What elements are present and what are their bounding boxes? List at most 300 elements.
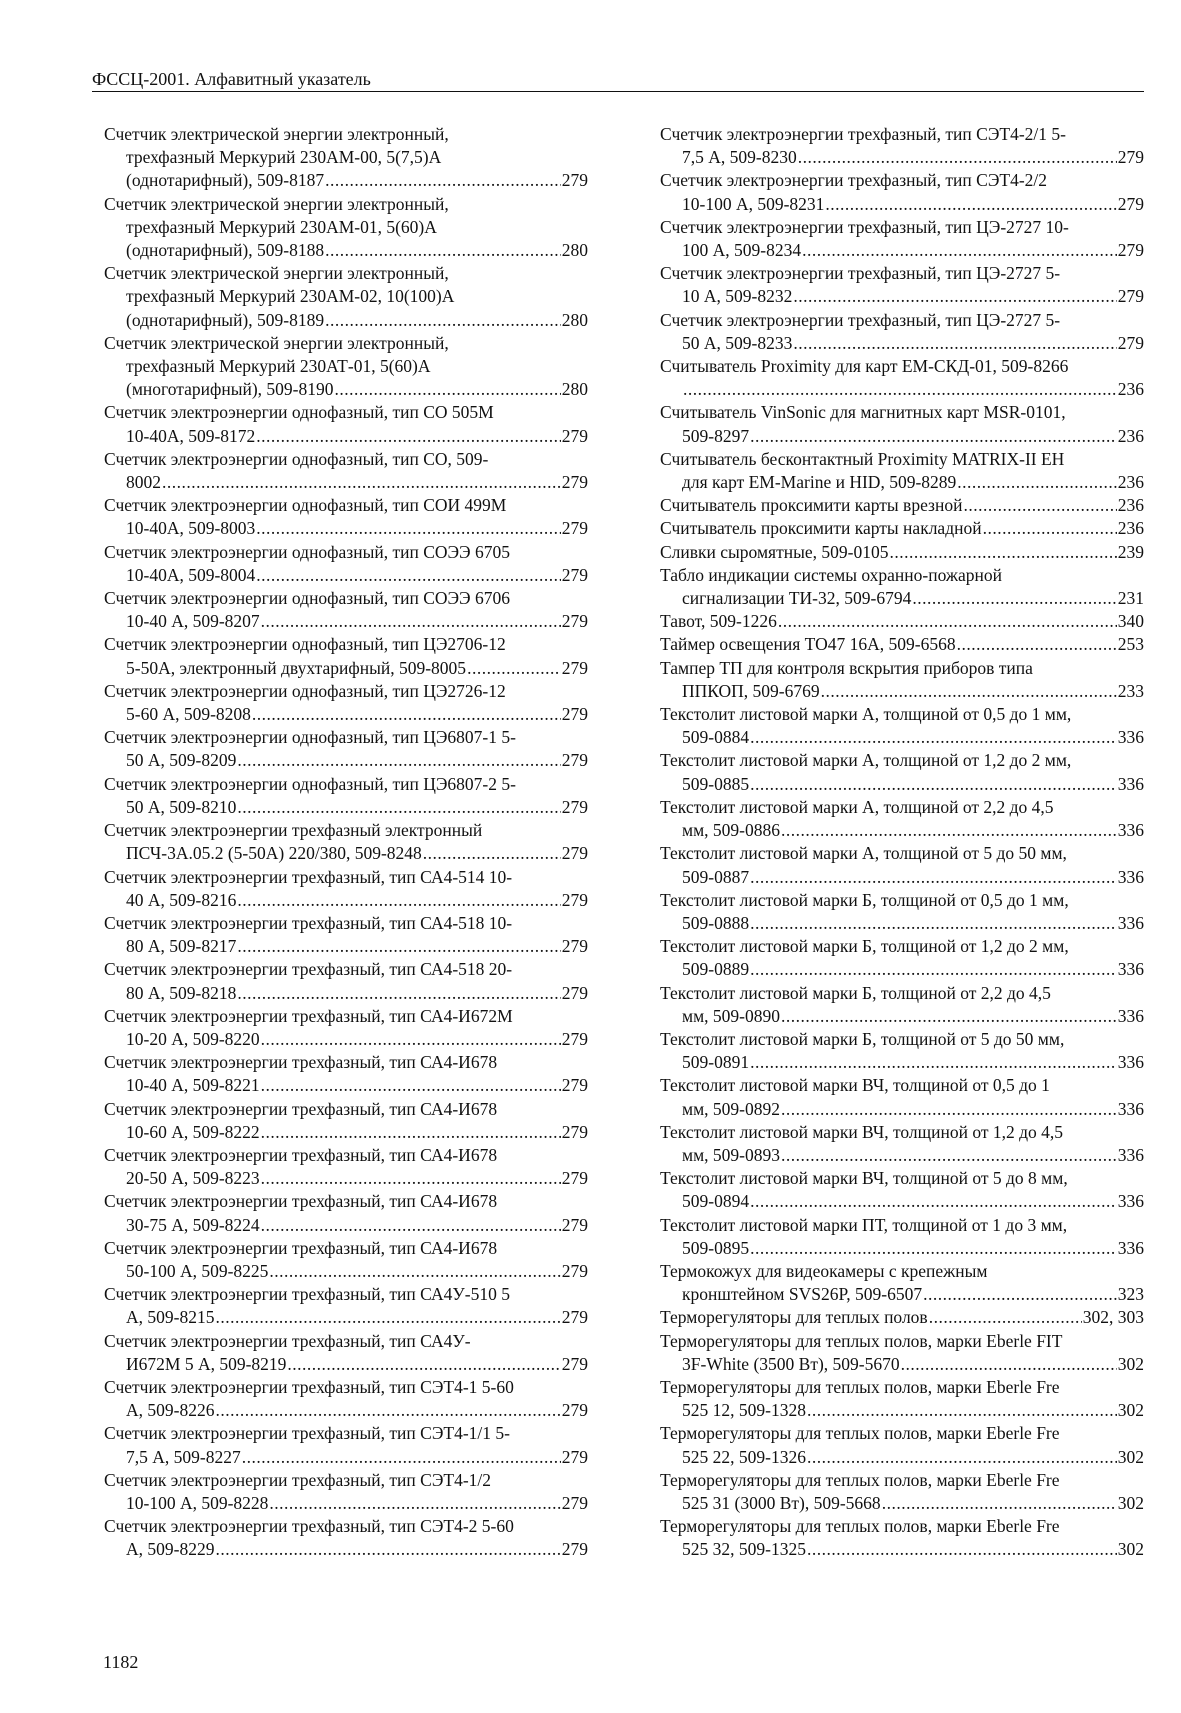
index-entry-text: 40 А, 509-8216: [126, 889, 237, 910]
dot-leader: [261, 1074, 561, 1097]
index-entry-text: 509-0885: [682, 773, 750, 794]
index-entry-line: Считыватель VinSonic для магнитных карт MSR-0101,: [660, 402, 1066, 423]
dot-leader: [237, 796, 560, 819]
index-entry: [660, 1376, 1144, 1422]
index-entry: [660, 610, 1144, 633]
page-reference: 279: [561, 1214, 588, 1235]
index-entry-line: Счетчик электроэнергии трехфазный электронный: [104, 820, 483, 841]
index-entry-line: Терморегуляторы для теплых полов, марки Eberle FIT: [660, 1330, 1063, 1351]
index-entry-line: Текстолит листовой марки Б, толщиной от 1,2 до 2 мм,: [660, 936, 1069, 957]
page-reference: 279: [1117, 332, 1144, 353]
page-reference: 280: [561, 309, 588, 330]
index-entry: [660, 1260, 1144, 1306]
index-entry-line: Счетчик электрической энергии электронный,: [104, 124, 449, 144]
index-entry-text: 10-40А, 509-8004: [126, 564, 256, 585]
index-entry-line: Текстолит листовой марки ВЧ, толщиной от 5 до 8 мм,: [660, 1168, 1068, 1189]
index-entry-leader-line: [126, 425, 588, 448]
page-reference: 302: [1117, 1400, 1144, 1421]
index-entry-text: 100 А, 509-8234: [682, 240, 802, 261]
page-reference: 280: [561, 240, 588, 261]
page-reference: 336: [1117, 1052, 1144, 1073]
dot-leader: [467, 657, 561, 680]
index-entry-line: Счетчик электроэнергии трехфазный, тип СА4-518 10-: [104, 912, 513, 933]
index-entry-leader-line: [682, 1098, 1144, 1121]
index-entry-text: А, 509-8229: [126, 1539, 215, 1560]
index-entry: [660, 355, 1144, 401]
dot-leader: [162, 471, 561, 494]
index-entry-text: сигнализации ТИ-32, 509-6794: [682, 588, 912, 609]
index-entry: [660, 1469, 1144, 1515]
dot-leader: [798, 146, 1117, 169]
index-entry-text: 10-40А, 509-8003: [126, 518, 256, 539]
dot-leader: [256, 517, 560, 540]
index-entry-text: 509-0884: [682, 727, 750, 748]
index-entry-line: Счетчик электроэнергии трехфазный, тип СЭТ4-2/1 5-: [660, 124, 1066, 144]
index-entry-line: Счетчик электроэнергии однофазный, тип СОИ 499М: [104, 495, 507, 516]
dot-leader: [750, 773, 1117, 796]
index-entry-text: (многотарифный), 509-8190: [126, 379, 334, 400]
index-entry-text: Сливки сыромятные, 509-0105: [660, 541, 889, 562]
dot-leader: [237, 982, 560, 1005]
index-entry-leader-line: [126, 703, 588, 726]
dot-leader: [423, 842, 561, 865]
index-entry-line: Текстолит листовой марки Б, толщиной от 5 до 50 мм,: [660, 1028, 1065, 1049]
index-entry-text: 525 32, 509-1325: [682, 1539, 806, 1560]
index-entry: [660, 262, 1144, 308]
index-entry: [104, 773, 588, 819]
page-reference: 279: [561, 1168, 588, 1189]
index-entry-line: Счетчик электроэнергии однофазный, тип СОЭЭ 6705: [104, 541, 510, 562]
index-entry-leader-line: [682, 1237, 1144, 1260]
index-entry-line: Считыватель Proximity для карт ЕМ-СКД-01, 509-8266: [660, 356, 1069, 377]
index-entry: [104, 448, 588, 494]
index-entry: [104, 1515, 588, 1561]
index-entry-text: 5-60 А, 509-8208: [126, 704, 251, 725]
index-entry-line: Терморегуляторы для теплых полов, марки Eberle Fre: [660, 1376, 1060, 1397]
index-entry: [660, 1214, 1144, 1260]
index-entry-leader-line: [126, 564, 588, 587]
dot-leader: [781, 1005, 1117, 1028]
index-entry-leader-line: [126, 889, 588, 912]
index-entry-text: ПСЧ-3А.05.2 (5-50А) 220/380, 509-8248: [126, 843, 422, 864]
dot-leader: [269, 1260, 560, 1283]
index-entry-line: Считыватель бесконтактный Proximity MATRIX-II ЕН: [660, 448, 1065, 469]
index-entry-line: Счетчик электроэнергии трехфазный, тип ЦЭ-2727 10-: [660, 216, 1069, 237]
page-reference: 279: [561, 796, 588, 817]
index-entry-text: 10-40 А, 509-8221: [126, 1075, 260, 1096]
index-entry-text: мм, 509-0886: [682, 820, 780, 841]
index-entry-text: 10 А, 509-8232: [682, 286, 793, 307]
page-reference: 302, 303: [1082, 1307, 1144, 1328]
index-entry-leader-line: [126, 749, 588, 772]
index-entry-text: 10-40 А, 509-8207: [126, 611, 260, 632]
dot-leader: [912, 587, 1116, 610]
index-entry: [104, 1237, 588, 1283]
page-reference: 336: [1117, 866, 1144, 887]
index-entry-text: мм, 509-0890: [682, 1005, 780, 1026]
index-entry-line: Счетчик электроэнергии однофазный, тип СО 505М: [104, 402, 494, 423]
index-entry-line: Счетчик электроэнергии трехфазный, тип СЭТ4-1 5-60: [104, 1376, 514, 1397]
page-reference: 236: [1117, 472, 1144, 493]
index-entry-text: 10-40А, 509-8172: [126, 425, 256, 446]
index-entry-line: Счетчик электрической энергии электронный,: [104, 332, 449, 353]
index-entry-leader-line: [126, 1167, 588, 1190]
dot-leader: [750, 912, 1117, 935]
index-entry: [104, 1469, 588, 1515]
index-entry-leader-line: [660, 517, 1144, 540]
index-entry: [660, 889, 1144, 935]
index-entry: [104, 494, 588, 540]
index-entry-leader-line: [126, 842, 588, 865]
index-entry: [660, 1515, 1144, 1561]
index-entry: [104, 633, 588, 679]
page-reference: 302: [1117, 1353, 1144, 1374]
index-entry-line: Счетчик электроэнергии трехфазный, тип СА4-И678: [104, 1237, 498, 1258]
index-entry-line: Текстолит листовой марки ВЧ, толщиной от 1,2 до 4,5: [660, 1121, 1064, 1142]
index-entry-line: Счетчик электроэнергии трехфазный, тип СЭТ4-2 5-60: [104, 1516, 514, 1537]
page-reference: 302: [1117, 1446, 1144, 1467]
index-entry-text: 10-20 А, 509-8220: [126, 1028, 260, 1049]
dot-leader: [957, 471, 1116, 494]
index-entry-text: для карт EM-Marine и HID, 509-8289: [682, 472, 957, 493]
page-reference: 253: [1117, 634, 1144, 655]
index-entry-leader-line: [126, 378, 588, 401]
page-reference: 279: [561, 1492, 588, 1513]
index-entry-leader-line: [682, 1538, 1144, 1561]
page-reference: 279: [561, 1260, 588, 1281]
dot-leader: [215, 1538, 560, 1561]
dot-leader: [750, 726, 1117, 749]
index-entry-leader-line: [682, 773, 1144, 796]
index-entry-line: Счетчик электроэнергии трехфазный, тип ЦЭ-2727 5-: [660, 263, 1061, 284]
index-entry-line: Текстолит листовой марки А, толщиной от 1,2 до 2 мм,: [660, 750, 1072, 771]
index-entry-leader-line: [682, 1190, 1144, 1213]
page-reference: 336: [1117, 1237, 1144, 1258]
index-entry-text: 509-0894: [682, 1191, 750, 1212]
dot-leader: [750, 1051, 1117, 1074]
dot-leader: [261, 1214, 561, 1237]
index-entry-line: Терморегуляторы для теплых полов, марки Eberle Fre: [660, 1423, 1060, 1444]
dot-leader: [252, 703, 561, 726]
index-entry: [104, 1144, 588, 1190]
index-entry-line: Табло индикации системы охранно-пожарной: [660, 564, 1003, 585]
index-entry: [104, 1098, 588, 1144]
page-reference: 340: [1117, 611, 1144, 632]
index-entry-line: Текстолит листовой марки ПТ, толщиной от 1 до 3 мм,: [660, 1214, 1068, 1235]
index-entry-text: 50-100 А, 509-8225: [126, 1260, 269, 1281]
index-entry-leader-line: [126, 1446, 588, 1469]
page-reference: 279: [561, 1028, 588, 1049]
index-entry-text: А, 509-8215: [126, 1307, 215, 1328]
index-entry-leader-line: [682, 239, 1144, 262]
page-reference: 302: [1117, 1539, 1144, 1560]
index-entry: [104, 262, 588, 332]
index-entry-text: 525 22, 509-1326: [682, 1446, 806, 1467]
index-entry-line: Счетчик электроэнергии трехфазный, тип СЭТ4-1/1 5-: [104, 1423, 510, 1444]
page-reference: 336: [1117, 912, 1144, 933]
dot-leader: [750, 1237, 1117, 1260]
index-entry-leader-line: [682, 958, 1144, 981]
index-entry-leader-line: [126, 610, 588, 633]
dot-leader: [325, 309, 561, 332]
dot-leader: [778, 610, 1117, 633]
index-entry: [660, 169, 1144, 215]
index-entry-text: 10-60 А, 509-8222: [126, 1121, 260, 1142]
index-entry-leader-line: [682, 193, 1144, 216]
dot-leader: [750, 425, 1117, 448]
dot-leader: [781, 1098, 1117, 1121]
page-reference: 279: [561, 843, 588, 864]
index-entry: [660, 448, 1144, 494]
index-entry-line: Счетчик электроэнергии однофазный, тип ЦЭ2706-12: [104, 634, 506, 655]
page-reference: 279: [561, 704, 588, 725]
page-reference: 279: [561, 1353, 588, 1374]
page-reference: 279: [1117, 147, 1144, 168]
index-entry-leader-line: [682, 1399, 1144, 1422]
index-entry-leader-line: [126, 1353, 588, 1376]
index-entry-line: трехфазный Меркурий 230АМ-02, 10(100)А: [126, 286, 455, 307]
page-reference: 236: [1117, 425, 1144, 446]
dot-leader: [802, 239, 1117, 262]
index-entry: [104, 1190, 588, 1236]
dot-leader: [335, 378, 561, 401]
index-entry-text: кронштейном SVS26P, 509-6507: [682, 1284, 923, 1305]
index-entry: [104, 958, 588, 1004]
dot-leader: [825, 193, 1116, 216]
index-entry-text: 509-0891: [682, 1052, 750, 1073]
index-entry-leader-line: [126, 517, 588, 540]
page-reference: 279: [561, 1121, 588, 1142]
dot-leader: [237, 749, 560, 772]
index-entry-text: (однотарифный), 509-8189: [126, 309, 325, 330]
index-entry: [660, 1422, 1144, 1468]
index-entry: [104, 193, 588, 263]
index-entry-leader-line: [682, 471, 1144, 494]
index-entry-line: Счетчик электроэнергии трехфазный, тип СА4У-510 5: [104, 1284, 510, 1305]
index-entry-line: трехфазный Меркурий 230АМ-01, 5(60)А: [126, 216, 437, 237]
page-reference: 233: [1117, 680, 1144, 701]
running-header: ФССЦ-2001. Алфавитный указатель: [92, 68, 1144, 92]
index-entry-leader-line: [126, 1214, 588, 1237]
dot-leader: [750, 866, 1117, 889]
dot-leader: [889, 541, 1116, 564]
index-entry: [660, 1306, 1144, 1329]
index-entry-leader-line: [682, 866, 1144, 889]
index-entry-leader-line: [660, 633, 1144, 656]
index-entry: [104, 587, 588, 633]
index-entry: [104, 541, 588, 587]
index-entry-leader-line: [682, 912, 1144, 935]
index-entry-leader-line: [126, 1538, 588, 1561]
index-entry-line: Счетчик электроэнергии трехфазный, тип СА4-И672М: [104, 1005, 513, 1026]
index-entry: [104, 1005, 588, 1051]
dot-leader: [242, 1446, 561, 1469]
page-reference: 279: [561, 982, 588, 1003]
dot-leader: [963, 494, 1116, 517]
index-entry: [660, 982, 1144, 1028]
index-entry-line: Текстолит листовой марки А, толщиной от 5 до 50 мм,: [660, 843, 1067, 864]
dot-leader: [215, 1306, 560, 1329]
index-entry: [660, 494, 1144, 517]
index-entry-leader-line: [126, 657, 588, 680]
index-entry-text: 525 12, 509-1328: [682, 1400, 806, 1421]
index-entry: [660, 1167, 1144, 1213]
page-reference: 279: [1117, 286, 1144, 307]
index-entry-text: 30-75 А, 509-8224: [126, 1214, 260, 1235]
index-column-left: [104, 123, 588, 1562]
page-reference: 336: [1117, 1144, 1144, 1165]
index-entry: [104, 819, 588, 865]
index-entry-line: Текстолит листовой марки А, толщиной от 0,5 до 1 мм,: [660, 704, 1072, 725]
dot-leader: [750, 1190, 1117, 1213]
index-entry: [660, 842, 1144, 888]
index-entry-leader-line: [682, 146, 1144, 169]
dot-leader: [781, 1144, 1117, 1167]
index-entry-text: 7,5 А, 509-8230: [682, 147, 797, 168]
index-entry-leader-line: [126, 1260, 588, 1283]
index-entry-leader-line: [126, 169, 588, 192]
page-reference: 279: [561, 518, 588, 539]
index-entry-leader-line: [682, 587, 1144, 610]
index-entry-leader-line: [682, 726, 1144, 749]
index-entry: [660, 935, 1144, 981]
index-entry-line: Терморегуляторы для теплых полов, марки Eberle Fre: [660, 1516, 1060, 1537]
index-entry: [660, 1121, 1144, 1167]
index-entry-line: Счетчик электроэнергии однофазный, тип ЦЭ6807-2 5-: [104, 773, 516, 794]
index-entry-text: мм, 509-0893: [682, 1144, 780, 1165]
index-entry-leader-line: [682, 1446, 1144, 1469]
index-entry-line: Счетчик электроэнергии однофазный, тип СО, 509-: [104, 448, 489, 469]
dot-leader: [807, 1399, 1117, 1422]
index-entry-text: 5-50А, электронный двухтарифный, 509-8005: [126, 657, 467, 678]
index-entry: [660, 564, 1144, 610]
index-entry-leader-line: [682, 819, 1144, 842]
index-entry-line: Счетчик электроэнергии трехфазный, тип СА4-И678: [104, 1144, 498, 1165]
index-entry: [660, 216, 1144, 262]
index-entry: [660, 1330, 1144, 1376]
dot-leader: [807, 1538, 1117, 1561]
index-entry-leader-line: [126, 1028, 588, 1051]
index-entry: [660, 633, 1144, 656]
dot-leader: [882, 1492, 1117, 1515]
index-entry-leader-line: [660, 610, 1144, 633]
index-entry-leader-line: [682, 1492, 1144, 1515]
index-entry-text: 10-100 А, 509-8228: [126, 1492, 269, 1513]
dot-leader: [781, 819, 1117, 842]
index-entry-leader-line: [682, 378, 1144, 401]
index-entry-leader-line: [126, 1121, 588, 1144]
index-entry-line: Счетчик электроэнергии трехфазный, тип СЭТ4-2/2: [660, 170, 1048, 191]
page-number: 1182: [103, 1652, 139, 1672]
index-entry-line: Счетчик электрической энергии электронный,: [104, 193, 449, 214]
index-entry-text: ППКОП, 509-6769: [682, 680, 820, 701]
page-reference: 279: [561, 425, 588, 446]
index-entry-leader-line: [126, 1306, 588, 1329]
index-entry-text: 509-0895: [682, 1237, 750, 1258]
index-entry-line: Счетчик электроэнергии однофазный, тип ЦЭ2726-12: [104, 680, 506, 701]
dot-leader: [750, 958, 1117, 981]
index-entry-text: 3F-White (3500 Вт), 509-5670: [682, 1353, 900, 1374]
index-entry-text: (однотарифный), 509-8187: [126, 170, 325, 191]
page-reference: 336: [1117, 1005, 1144, 1026]
dot-leader: [325, 169, 561, 192]
index-entry: [104, 726, 588, 772]
index-entry: [104, 680, 588, 726]
index-entry-line: Термокожух для видеокамеры с крепежным: [660, 1260, 988, 1281]
dot-leader: [269, 1492, 560, 1515]
page-reference: 279: [561, 657, 588, 678]
dot-leader: [793, 285, 1116, 308]
page-reference: 279: [561, 170, 588, 191]
index-entry-line: Счетчик электроэнергии однофазный, тип ЦЭ6807-1 5-: [104, 727, 516, 748]
index-entry: [660, 1028, 1144, 1074]
page-reference: 279: [1117, 240, 1144, 261]
dot-leader: [256, 425, 560, 448]
dot-leader: [325, 239, 561, 262]
page-reference: 279: [561, 1075, 588, 1096]
dot-leader: [261, 1028, 561, 1051]
index-entry: [660, 796, 1144, 842]
index-entry-text: 509-0888: [682, 912, 750, 933]
page-reference: 280: [561, 379, 588, 400]
dot-leader: [983, 517, 1117, 540]
dot-leader: [215, 1399, 560, 1422]
index-entry-line: Счетчик электроэнергии трехфазный, тип СА4-518 20-: [104, 959, 513, 980]
page-reference: 336: [1117, 820, 1144, 841]
page-reference: 279: [561, 1400, 588, 1421]
index-entry: [660, 309, 1144, 355]
page-reference: 323: [1117, 1284, 1144, 1305]
index-column-right: [660, 123, 1144, 1562]
index-entry-text: 509-8297: [682, 425, 750, 446]
index-entry-line: Текстолит листовой марки А, толщиной от 2,2 до 4,5: [660, 796, 1054, 817]
index-entry-text: мм, 509-0892: [682, 1098, 780, 1119]
index-entry-text: Считыватель проксимити карты врезной: [660, 495, 963, 516]
index-entry-leader-line: [682, 285, 1144, 308]
index-entry-line: Счетчик электроэнергии трехфазный, тип СА4У-: [104, 1330, 471, 1351]
index-entry-text: 8002: [126, 472, 161, 493]
index-entry-leader-line: [682, 1051, 1144, 1074]
index-entry-leader-line: [126, 796, 588, 819]
index-entry-line: трехфазный Меркурий 230АМ-00, 5(7,5)А: [126, 147, 442, 168]
index-entry-text: Считыватель проксимити карты накладной: [660, 518, 982, 539]
page-reference: 279: [561, 1446, 588, 1467]
dot-leader: [261, 1121, 561, 1144]
index-entry-line: Текстолит листовой марки ВЧ, толщиной от 0,5 до 1: [660, 1075, 1050, 1096]
page-reference: 236: [1117, 379, 1144, 400]
index-entry: [660, 749, 1144, 795]
page-reference: 239: [1117, 541, 1144, 562]
page-reference: 336: [1117, 1098, 1144, 1119]
page-reference: 279: [561, 889, 588, 910]
index-entry-leader-line: [682, 332, 1144, 355]
index-entry-leader-line: [126, 309, 588, 332]
index-entry-leader-line: [682, 680, 1144, 703]
page-reference: 279: [1117, 193, 1144, 214]
dot-leader: [901, 1353, 1117, 1376]
index-entry-leader-line: [682, 425, 1144, 448]
index-entry: [104, 1422, 588, 1468]
index-entry-leader-line: [660, 541, 1144, 564]
index-entry-text: 20-50 А, 509-8223: [126, 1168, 260, 1189]
index-entry-text: 80 А, 509-8217: [126, 936, 237, 957]
index-entry-text: 509-0889: [682, 959, 750, 980]
index-entry: [104, 1376, 588, 1422]
index-entry: [660, 517, 1144, 540]
index-entry-leader-line: [682, 1005, 1144, 1028]
index-entry-leader-line: [682, 1353, 1144, 1376]
dot-leader: [683, 378, 1117, 401]
